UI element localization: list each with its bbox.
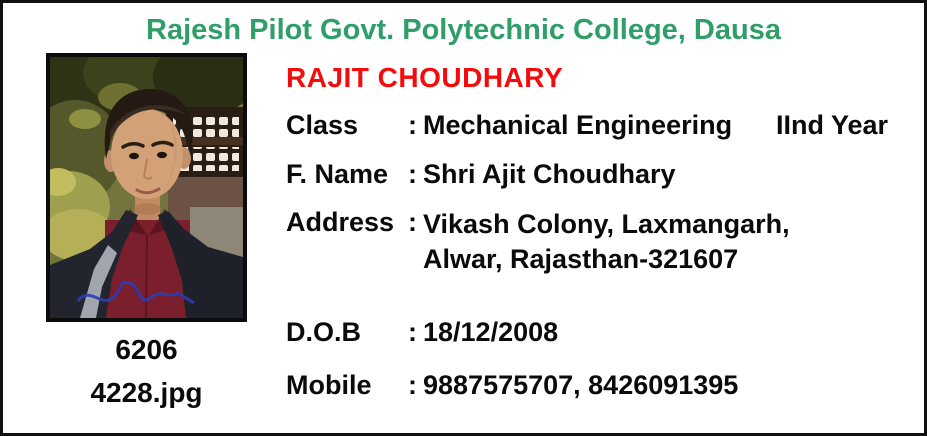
class-colon: : xyxy=(408,110,417,140)
mobile-label: Mobile xyxy=(286,370,372,400)
dob-value: 18/12/2008 xyxy=(423,317,559,347)
field-row-father-name xyxy=(286,159,926,195)
student-photo xyxy=(46,53,247,322)
address-line-2: Alwar, Rajasthan-321607 xyxy=(423,244,739,274)
father-name-label: F. Name xyxy=(286,159,389,189)
address-label: Address xyxy=(286,207,395,237)
address-value xyxy=(423,207,790,277)
dob-label: D.O.B xyxy=(286,317,362,347)
photo-filename: 4228.jpg xyxy=(90,377,203,408)
student-id-number: 6206 xyxy=(115,334,178,365)
college-title: Rajesh Pilot Govt. Polytechnic College, Dausa xyxy=(146,14,781,46)
address-colon: : xyxy=(408,207,417,237)
portrait-illustration xyxy=(50,57,243,318)
class-year: IInd Year xyxy=(776,110,889,140)
class-value: Mechanical Engineering xyxy=(423,110,733,140)
class-label: Class xyxy=(286,110,359,140)
mobile-value: 9887575707, 8426091395 xyxy=(423,370,739,400)
field-row-class xyxy=(286,110,926,146)
father-name-colon: : xyxy=(408,159,417,189)
field-row-dob xyxy=(286,317,926,353)
student-name: RAJIT CHOUDHARY xyxy=(286,62,564,93)
field-row-mobile xyxy=(286,370,926,406)
father-name-value: Shri Ajit Choudhary xyxy=(423,159,676,189)
address-line-1: Vikash Colony, Laxmangarh, xyxy=(423,209,790,239)
mobile-colon: : xyxy=(408,370,417,400)
dob-colon: : xyxy=(408,317,417,347)
field-row-address xyxy=(286,207,926,279)
